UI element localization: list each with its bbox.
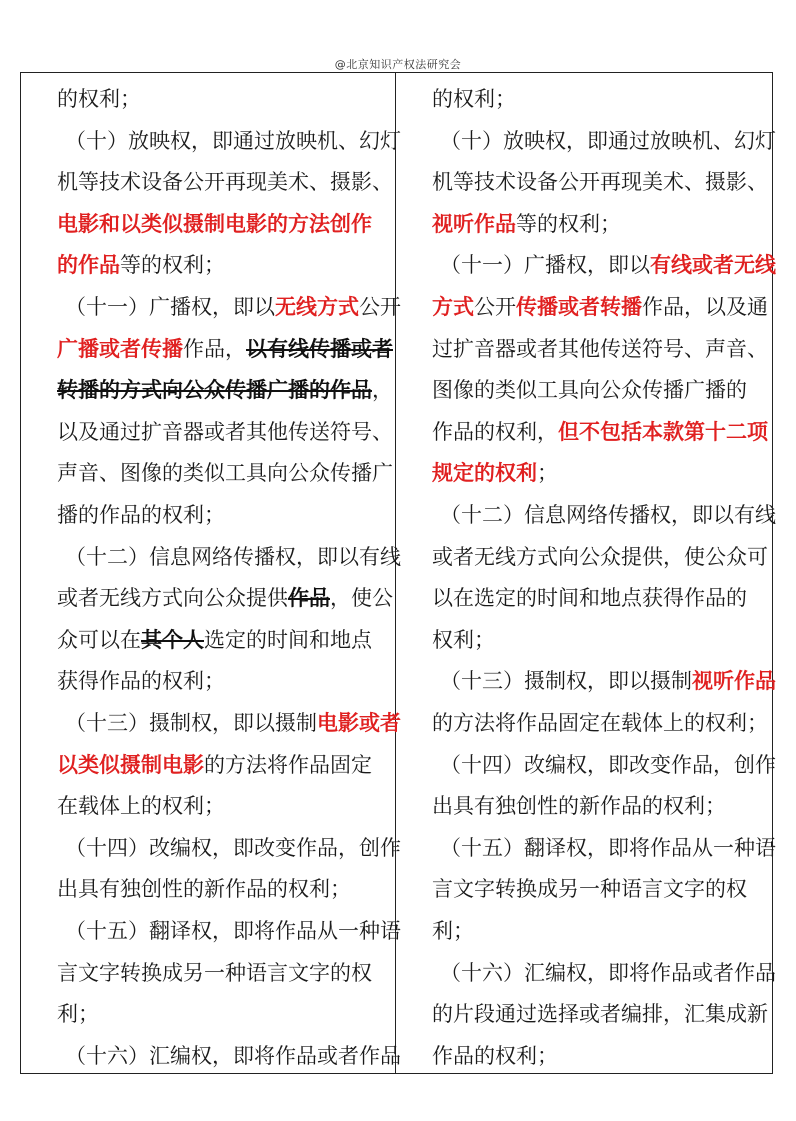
- text-segment: ，使公: [330, 586, 393, 610]
- left-text-line: [65, 919, 401, 943]
- text-segment: （十二）信息网络传播权，即以有线: [440, 503, 776, 527]
- text-segment: （十五）翻译权，即将作品从一种语: [440, 836, 776, 860]
- text-segment: （十一）广播权，即以: [440, 253, 650, 277]
- text-segment: 的方法将作品固定在载体上的权利；: [432, 711, 768, 735]
- left-text-line: [57, 503, 225, 527]
- text-segment: 权利；: [432, 628, 495, 652]
- watermark: @北京知识产权法研究会: [334, 58, 462, 71]
- right-text-line: [432, 1002, 768, 1026]
- text-segment: 众可以在: [57, 628, 141, 652]
- text-segment: 作品的权利；: [432, 1044, 558, 1068]
- text-segment: 选定的时间和地点: [204, 628, 372, 652]
- left-text-line: [57, 212, 372, 236]
- right-text-line: [432, 295, 768, 319]
- right-text-line: [432, 628, 495, 652]
- text-segment: 利；: [432, 919, 474, 943]
- text-segment: 利；: [57, 1002, 99, 1026]
- left-text-line: [65, 1044, 401, 1068]
- text-segment: 机等技术设备公开再现美术、摄影、: [57, 170, 393, 194]
- added-text: 视听作品: [432, 212, 516, 236]
- text-segment: （十二）信息网络传播权，即以有线: [65, 545, 401, 569]
- text-segment: 作品，以及通: [642, 295, 768, 319]
- text-segment: 图像的类似工具向公众传播广播的: [432, 378, 747, 402]
- text-segment: （十）放映权，即通过放映机、幻灯: [440, 129, 776, 153]
- text-segment: （十五）翻译权，即将作品从一种语: [65, 919, 401, 943]
- left-text-line: [57, 170, 393, 194]
- left-text-line: [57, 461, 393, 485]
- deleted-text: 以有线传播或者: [246, 337, 393, 361]
- text-segment: 或者无线方式向公众提供: [57, 586, 288, 610]
- left-text-line: [57, 753, 372, 777]
- text-segment: 出具有独创性的新作品的权利；: [57, 877, 351, 901]
- right-text-line: [432, 212, 621, 236]
- text-segment: 声音、图像的类似工具向公众传播广: [57, 461, 393, 485]
- added-text: 有线或者无线: [650, 253, 776, 277]
- text-segment: 出具有独创性的新作品的权利；: [432, 794, 726, 818]
- left-text-line: [65, 545, 401, 569]
- added-text: 以类似摄制电影: [57, 753, 204, 777]
- right-text-line: [432, 794, 726, 818]
- text-segment: （十一）广播权，即以: [65, 295, 275, 319]
- text-segment: ，: [372, 378, 393, 402]
- text-segment: 播的作品的权利；: [57, 503, 225, 527]
- right-text-line: [440, 253, 776, 277]
- text-segment: 作品，: [183, 337, 246, 361]
- added-text: 规定的权利: [432, 461, 537, 485]
- text-segment: ；: [537, 461, 558, 485]
- right-text-line: [432, 87, 516, 111]
- text-segment: 的方法将作品固定: [204, 753, 372, 777]
- text-segment: 的权利；: [57, 87, 141, 111]
- right-text-line: [432, 711, 768, 735]
- right-text-line: [440, 753, 776, 777]
- text-segment: （十三）摄制权，即以摄制: [65, 711, 317, 735]
- right-text-line: [432, 461, 558, 485]
- text-segment: 在载体上的权利；: [57, 794, 225, 818]
- text-segment: 过扩音器或者其他传送符号、声音、: [432, 337, 768, 361]
- right-text-line: [432, 877, 747, 901]
- right-text-line: [440, 503, 776, 527]
- added-text: 但不包括本款第十二项: [558, 420, 768, 444]
- text-segment: 以及通过扩音器或者其他传送符号、: [57, 420, 393, 444]
- left-text-line: [57, 378, 393, 402]
- right-text-line: [432, 1044, 558, 1068]
- text-segment: 或者无线方式向公众提供，使公众可: [432, 545, 768, 569]
- text-segment: （十四）改编权，即改变作品，创作: [65, 836, 401, 860]
- left-text-line: [57, 628, 372, 652]
- text-segment: 机等技术设备公开再现美术、摄影、: [432, 170, 768, 194]
- added-text: 视听作品: [692, 669, 776, 693]
- text-segment: 获得作品的权利；: [57, 669, 225, 693]
- left-text-line: [65, 129, 401, 153]
- text-segment: 言文字转换成另一种语言文字的权: [57, 961, 372, 985]
- text-segment: 等的权利；: [516, 212, 621, 236]
- comparison-table: [20, 72, 776, 1074]
- added-text: 广播或者传播: [57, 337, 183, 361]
- left-text-line: [57, 794, 225, 818]
- left-text-line: [57, 961, 372, 985]
- text-segment: 公开: [359, 295, 401, 319]
- added-text: 电影和以类似摄制电影的方法创作: [57, 212, 372, 236]
- deleted-text: 转播的方式向公众传播广播的作品: [57, 378, 372, 402]
- left-text-line: [57, 87, 141, 111]
- added-text: 的作品: [57, 253, 120, 277]
- added-text: 方式: [432, 295, 474, 319]
- left-text-line: [65, 295, 401, 319]
- text-segment: （十六）汇编权，即将作品或者作品: [65, 1044, 401, 1068]
- left-text-line: [57, 420, 393, 444]
- left-text-line: [57, 1002, 99, 1026]
- right-text-line: [440, 836, 776, 860]
- left-text-line: [57, 253, 225, 277]
- right-text-line: [432, 170, 768, 194]
- right-text-line: [440, 669, 776, 693]
- deleted-text: 作品: [288, 586, 330, 610]
- text-segment: 等的权利；: [120, 253, 225, 277]
- left-text-line: [57, 669, 225, 693]
- text-segment: 的权利；: [432, 87, 516, 111]
- right-text-line: [432, 378, 747, 402]
- right-text-line: [432, 337, 768, 361]
- left-text-line: [57, 877, 351, 901]
- added-text: 电影或者: [317, 711, 401, 735]
- text-segment: （十）放映权，即通过放映机、幻灯: [65, 129, 401, 153]
- text-segment: （十六）汇编权，即将作品或者作品: [440, 961, 776, 985]
- right-text-line: [432, 919, 474, 943]
- left-text-line: [65, 836, 401, 860]
- left-text-line: [57, 337, 393, 361]
- text-segment: （十四）改编权，即改变作品，创作: [440, 753, 776, 777]
- text-segment: 作品的权利，: [432, 420, 558, 444]
- right-text-line: [432, 545, 768, 569]
- added-text: 传播或者转播: [516, 295, 642, 319]
- text-segment: 的片段通过选择或者编排，汇集成新: [432, 1002, 768, 1026]
- text-segment: 公开: [474, 295, 516, 319]
- right-text-line: [440, 961, 776, 985]
- text-segment: 言文字转换成另一种语言文字的权: [432, 877, 747, 901]
- right-text-line: [440, 129, 776, 153]
- right-column-new-text: [396, 73, 776, 1073]
- right-text-line: [432, 420, 768, 444]
- left-text-line: [57, 586, 393, 610]
- text-segment: 以在选定的时间和地点获得作品的: [432, 586, 747, 610]
- text-segment: （十三）摄制权，即以摄制: [440, 669, 692, 693]
- left-column-old-text: [21, 73, 401, 1073]
- deleted-text: 其个人: [141, 628, 204, 652]
- right-text-line: [432, 586, 747, 610]
- added-text: 无线方式: [275, 295, 359, 319]
- left-text-line: [65, 711, 401, 735]
